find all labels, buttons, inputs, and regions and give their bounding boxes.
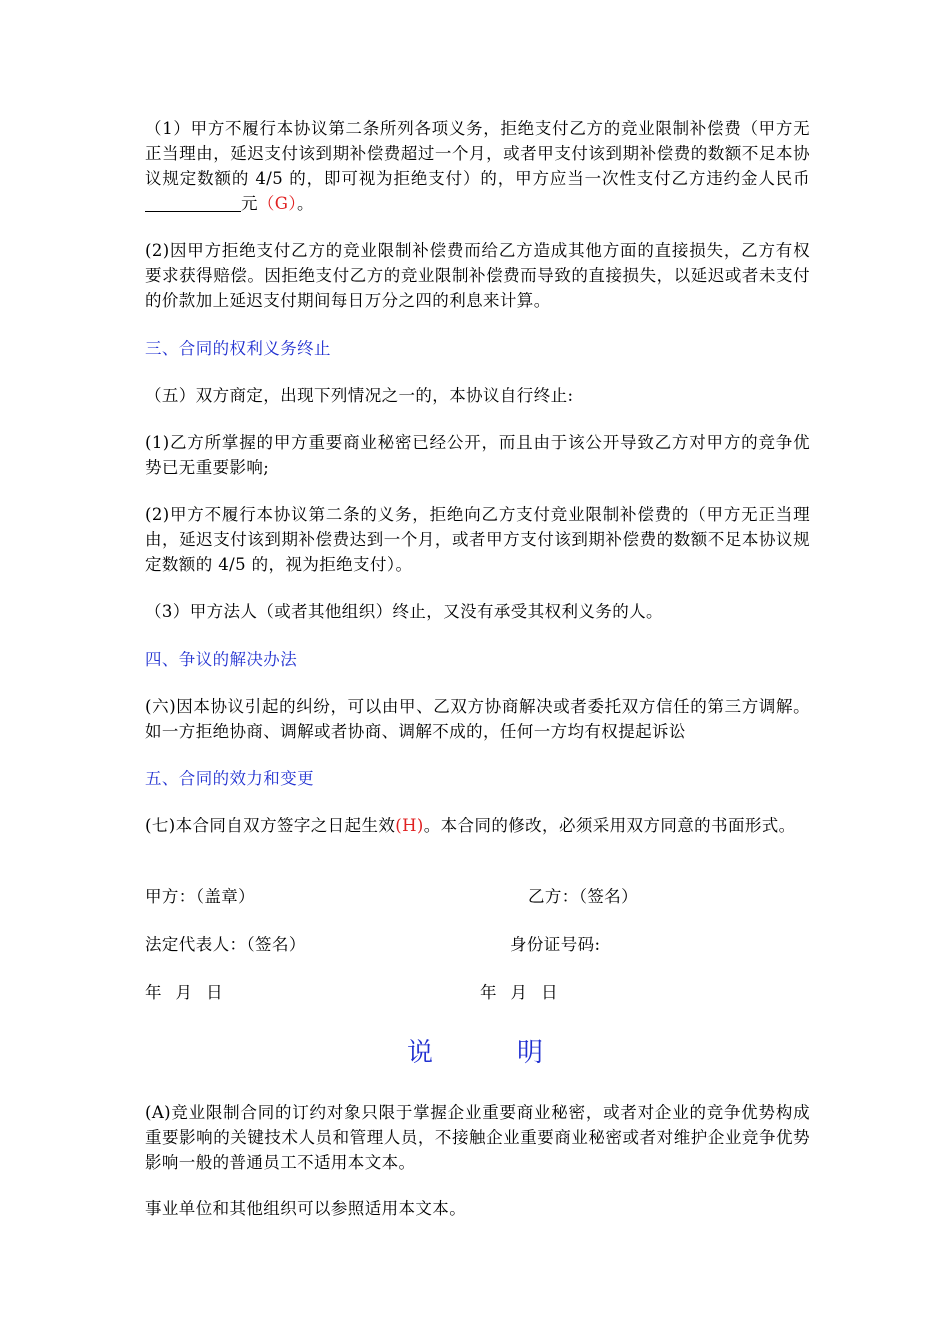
date-party-a: 年 月 日: [145, 983, 223, 1002]
penalty-clause-text: （1）甲方不履行本协议第二条所列各项义务，拒绝支付乙方的竞业限制补偿费（甲方无正当理由，延迟支付该到期补偿费超过一个月，或者甲支付该到期补偿费的数额不足本协议规定数额的 4/5 的，即可视为拒绝支付）的，甲方应当一次性支付乙方违约金人民币: [145, 119, 810, 188]
termination-item-1: (1)乙方所掌握的甲方重要商业秘密已经公开，而且由于该公开导致乙方对甲方的竞争优势已无重要影响;: [145, 433, 810, 477]
date-party-b: 年 月 日: [480, 983, 558, 1002]
section-5-heading: 五、合同的效力和变更: [145, 769, 314, 788]
note-a: (A)竞业限制合同的订约对象只限于掌握企业重要商业秘密，或者对企业的竞争优势构成重要影响的关键技术人员和管理人员，不接触企业重要商业秘密或者对维护企业竞争优势影响一般的普通员工不适用本文本。: [145, 1103, 810, 1172]
termination-item-3: （3）甲方法人（或者其他组织）终止，又没有承受其权利义务的人。: [145, 602, 663, 621]
amount-blank: [145, 195, 241, 212]
notes-title-char-1: 说: [406, 1038, 433, 1068]
currency-unit: 元: [241, 194, 258, 213]
note-marker-g: （G）: [257, 194, 298, 213]
note-marker-h: (H): [395, 816, 424, 835]
validity-clause-rest: 。本合同的修改，必须采用双方同意的书面形式。: [423, 816, 796, 835]
notes-title-char-2: 明: [517, 1038, 544, 1068]
note-b: 事业单位和其他组织可以参照适用本文本。: [145, 1199, 467, 1218]
section-3-heading: 三、合同的权利义务终止: [145, 339, 331, 358]
termination-clause: （五）双方商定，出现下列情况之一的，本协议自行终止:: [145, 386, 574, 405]
clause-end-punct: 。: [297, 194, 314, 213]
section-4-heading: 四、争议的解决办法: [145, 650, 298, 669]
termination-item-2: (2)甲方不履行本协议第二条的义务，拒绝向乙方支付竞业限制补偿费的（甲方无正当理由，延迟支付该到期补偿费达到一个月，或者甲方支付该到期补偿费的数额不足本协议规定数额的 4/5 的，视为拒绝支付）。: [145, 505, 810, 574]
party-b-signature: 乙方：（签名）: [528, 887, 639, 906]
notes-title: [0, 1036, 950, 1070]
dispute-clause: (六)因本协议引起的纠纷，可以由甲、乙双方协商解决或者委托双方信任的第三方调解。如一方拒绝协商、调解或者协商、调解不成的，任何一方均有权提起诉讼: [145, 697, 810, 741]
penalty-clause-item-2: (2)因甲方拒绝支付乙方的竞业限制补偿费而给乙方造成其他方面的直接损失，乙方有权要求获得赔偿。因拒绝支付乙方的竞业限制补偿费而导致的直接损失，以延迟或者未支付的价款加上延迟支付期间每日万分之四的利息来计算。: [145, 241, 810, 310]
legal-representative: 法定代表人：（签名）: [145, 935, 306, 954]
penalty-clause-item-1: [145, 116, 810, 216]
party-a-seal: 甲方：（盖章）: [145, 887, 256, 906]
validity-clause: [145, 813, 810, 838]
id-number-label: 身份证号码:: [510, 935, 601, 954]
validity-clause-text: (七)本合同自双方签字之日起生效: [145, 816, 396, 835]
